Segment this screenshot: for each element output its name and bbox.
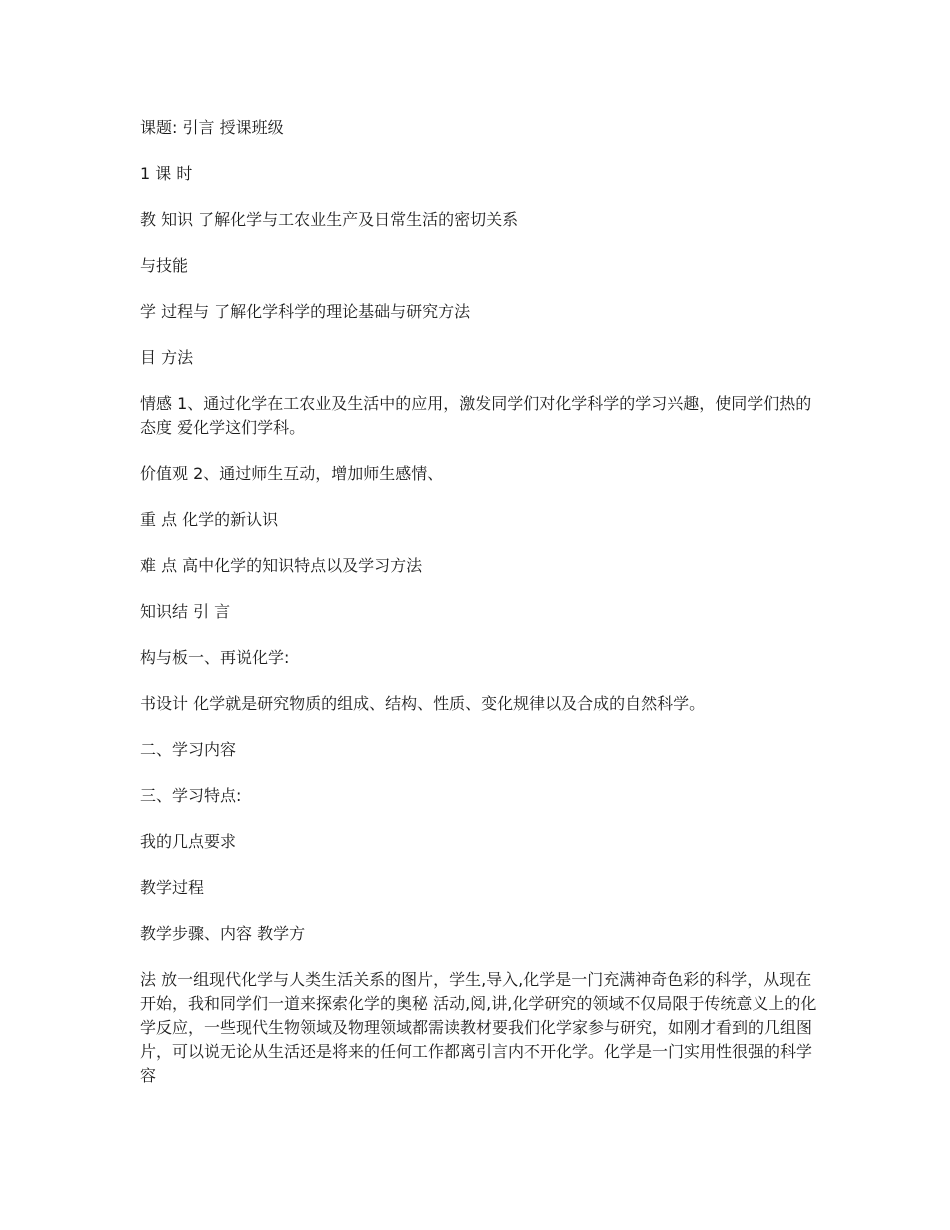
doc-line-8: 价值观 2、通过师生互动，增加师生感情、 [140,464,444,483]
doc-line-2: 1 课 时 [140,164,193,183]
doc-line-16: 我的几点要求 [140,832,237,851]
document-page [140,116,820,1088]
doc-line-17: 教学过程 [140,878,205,897]
doc-line-18: 教学步骤、内容 教学方 [140,924,306,943]
doc-line-1: 课题: 引言 授课班级 [140,118,284,137]
doc-line-5: 学 过程与 了解化学科学的理论基础与研究方法 [140,302,471,321]
doc-line-12: 构与板一、再说化学: [140,648,290,667]
doc-line-15: 三、学习特点: [140,786,242,805]
doc-line-11: 知识结 引 言 [140,602,231,621]
doc-line-4: 与技能 [140,256,189,275]
doc-line-19: 法 放一组现代化学与人类生活关系的图片，学生,导入,化学是一门充满神奇色彩的科学，从现在开始，我和同学们一道来探索化学的奥秘 活动,阅,讲,化学研究的领域不仅局限于传统意义上的化学反应，一些现代生物领域及物理领域都需读教材要我们化学家参与研究，如刚才看到的几组图片，可以说无论从生活还是将来的任何工作都离引言内不开化学。化学是一门实用性很强的科学 容 [140,970,818,1085]
doc-line-14: 二、学习内容 [140,740,237,759]
doc-line-6: 目 方法 [140,348,194,367]
doc-line-7: 情感 1、通过化学在工农业及生活中的应用，激发同学们对化学科学的学习兴趣，使同学们热的 态度 爱化学这们学科。 [140,394,817,437]
doc-line-3: 教 知识 了解化学与工农业生产及日常生活的密切关系 [140,210,519,229]
doc-line-13: 书设计 化学就是研究物质的组成、结构、性质、变化规律以及合成的自然科学。 [140,694,706,713]
doc-line-9: 重 点 化学的新认识 [140,510,279,529]
doc-line-10: 难 点 高中化学的知识特点以及学习方法 [140,556,423,575]
